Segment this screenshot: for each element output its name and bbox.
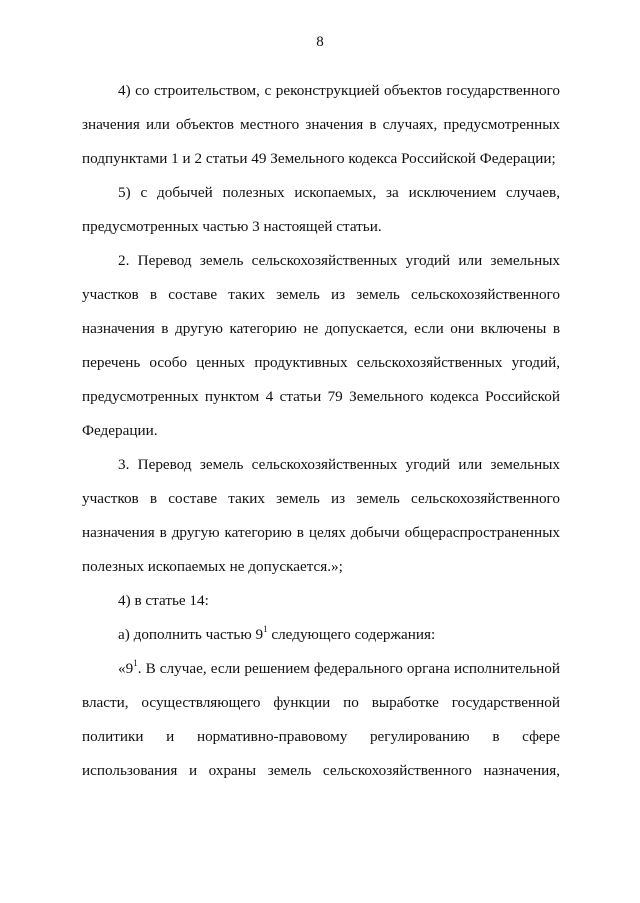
subitem-a-superscript: 1	[263, 624, 268, 634]
page-number: 8	[316, 34, 324, 50]
part-9-1-text-after: . В случае, если решением федерального органа исполнительной власти, осуществляющего функции по выработке государственной политики и нормативно-правовому регулированию в сфере использования и охраны земель сельскохозяйственного назначения,	[82, 660, 560, 779]
document-body	[82, 74, 560, 788]
paragraph-section-3: 3. Перевод земель сельскохозяйственных угодий или земельных участков в составе таких земель из земель сельскохозяйственного назначения в другую категорию в целях добычи общераспространенных полезных ископаемых не допускается.»;	[82, 456, 560, 575]
subitem-a-text-before: а) дополнить частью 9	[118, 626, 264, 643]
subitem-a-text-after: следующего содержания:	[267, 626, 436, 643]
paragraph-part-9-1	[82, 652, 560, 788]
paragraph-item-4: 4) со строительством, с реконструкцией объектов государственного значения или объектов местного значения в случаях, предусмотренных подпунктами 1 и 2 статьи 49 Земельного кодекса Российской Федерации;	[82, 82, 560, 167]
paragraph-section-2: 2. Перевод земель сельскохозяйственных угодий или земельных участков в составе таких земель из земель сельскохозяйственного назначения в другую категорию не допускается, если они включены в перечень особо ценных продуктивных сельскохозяйственных угодий, предусмотренных пунктом 4 статьи 79 Земельного кодекса Российской Федерации.	[82, 252, 560, 439]
paragraph-article-14: 4) в статье 14:	[118, 592, 209, 609]
part-9-1-text-before: «9	[118, 660, 134, 677]
paragraph-subitem-a	[82, 618, 560, 652]
paragraph-item-5: 5) с добычей полезных ископаемых, за исключением случаев, предусмотренных частью 3 настоящей статьи.	[82, 184, 560, 235]
part-9-1-superscript: 1	[133, 658, 138, 668]
